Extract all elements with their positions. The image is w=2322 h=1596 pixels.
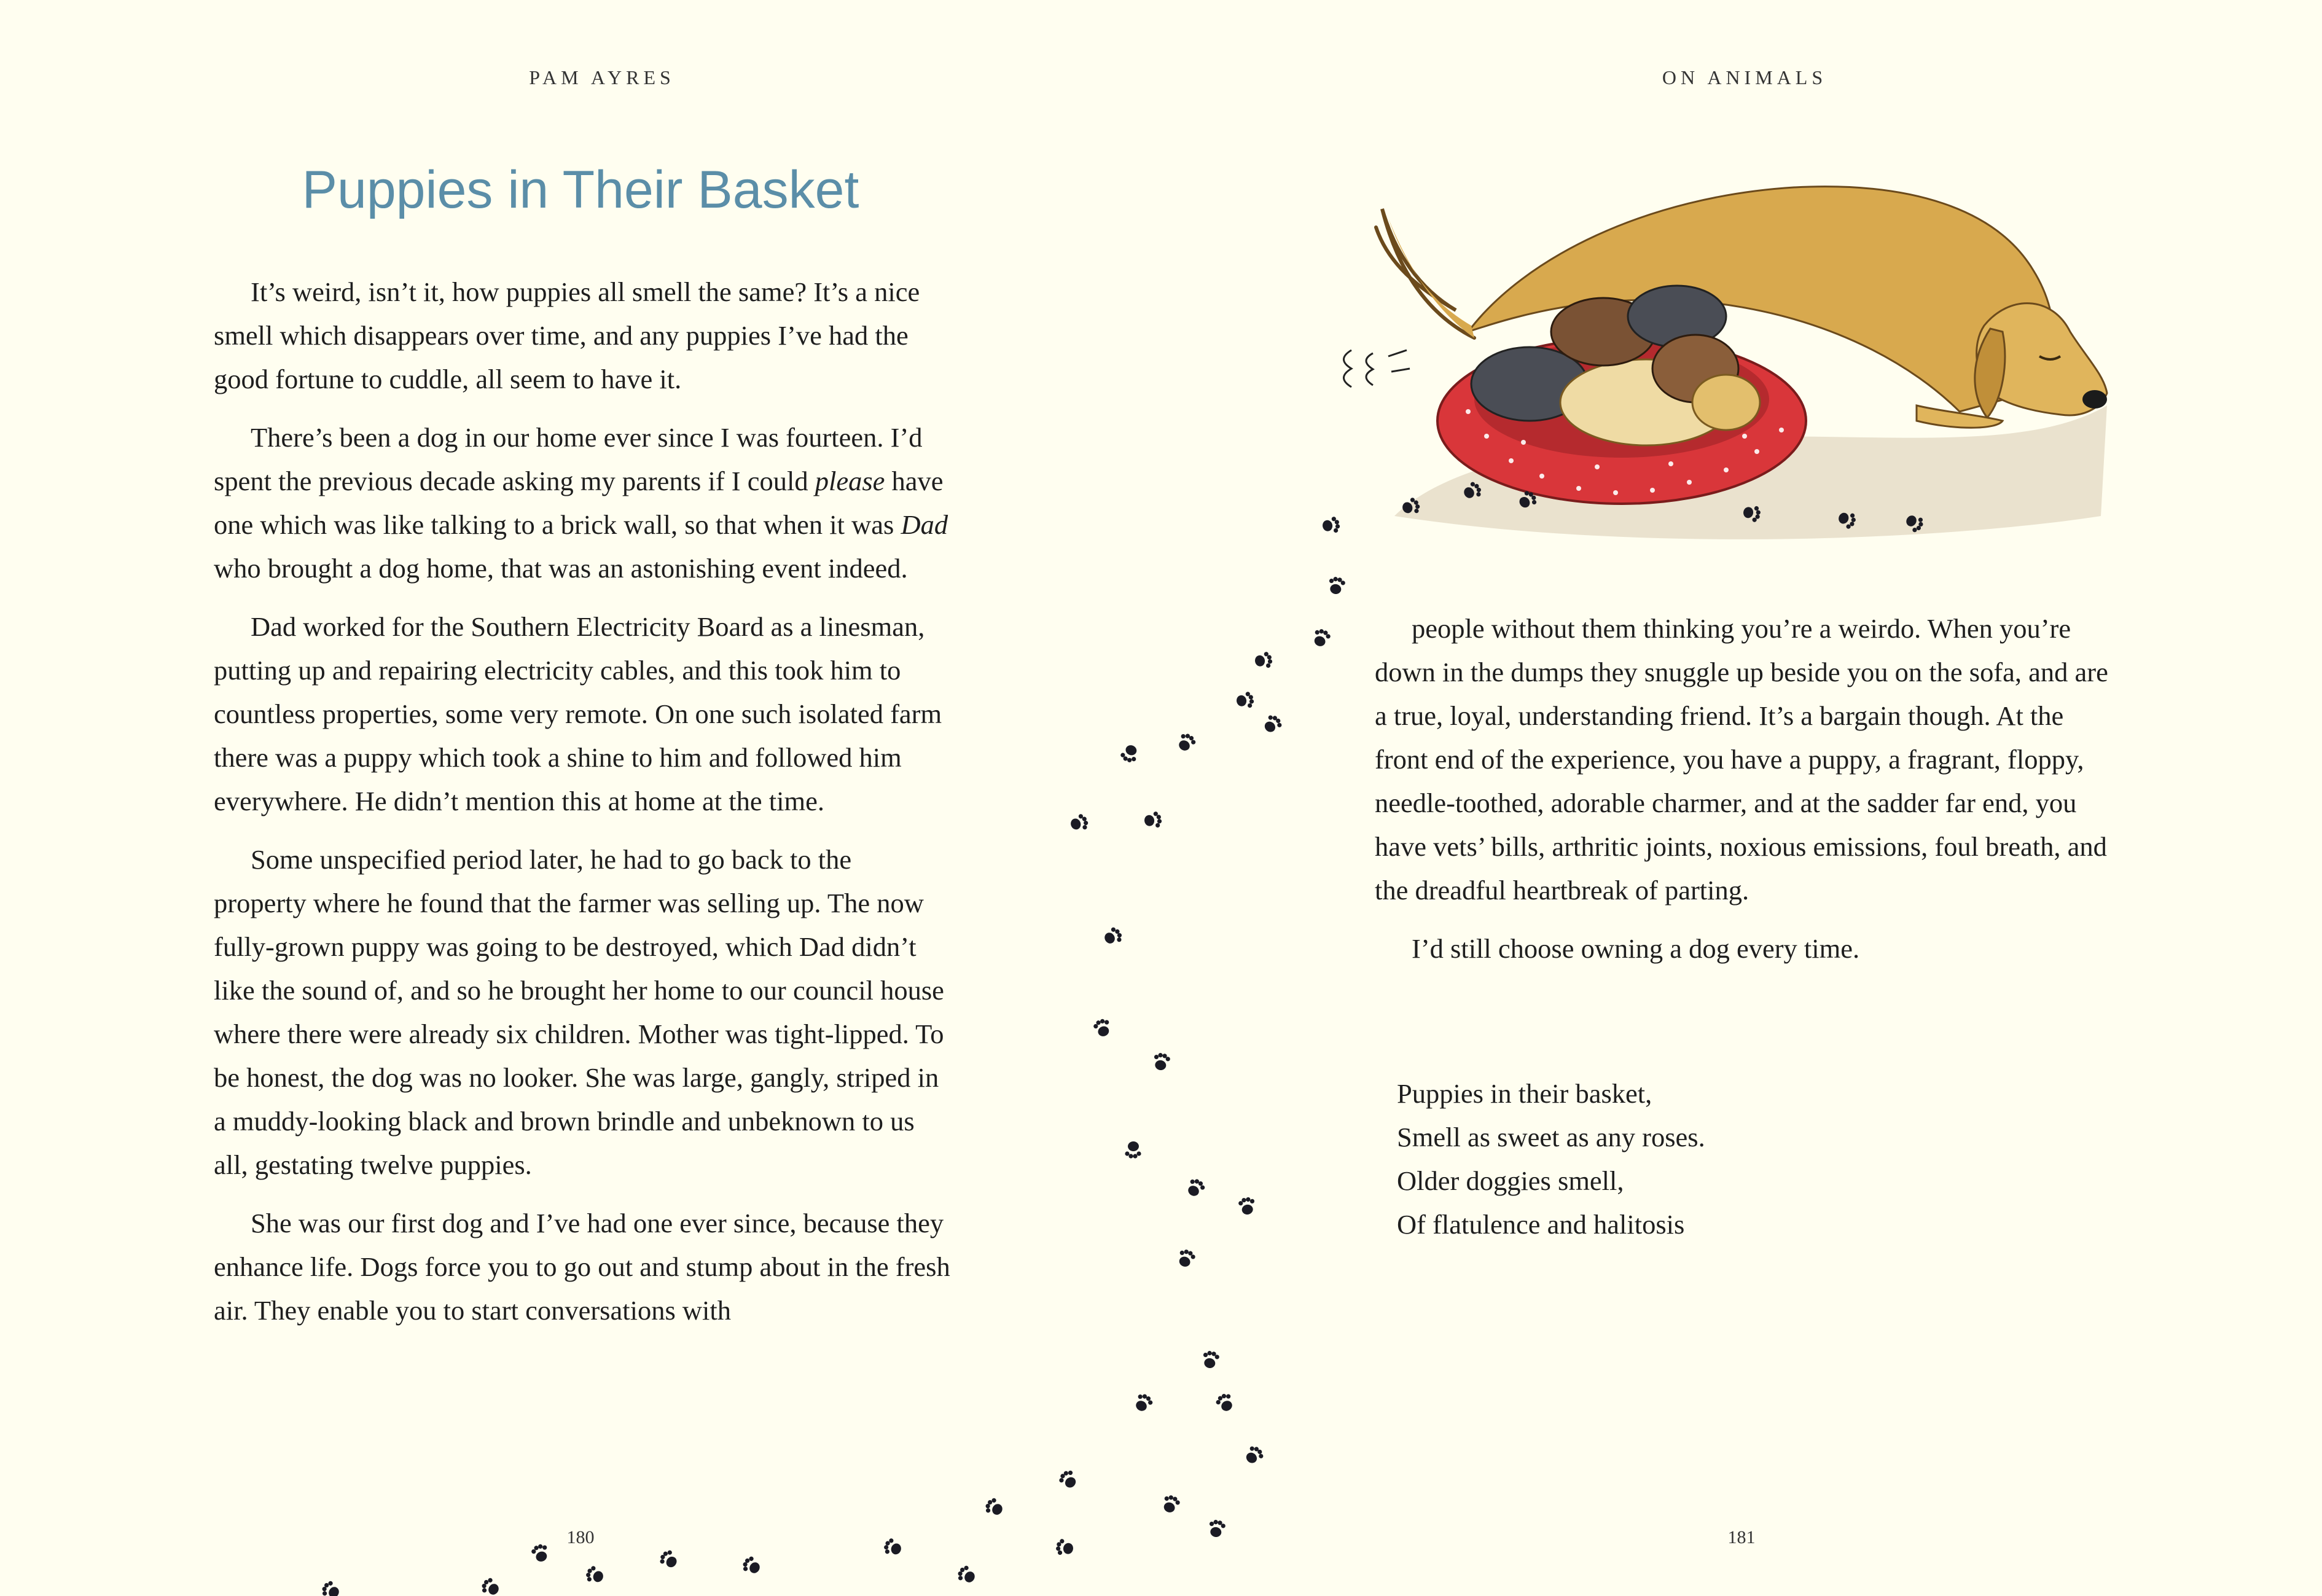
paw-print: [955, 1563, 978, 1586]
snore-marks: [1344, 350, 1410, 387]
paw-print: [1208, 1519, 1227, 1538]
paragraph: She was our first dog and I’ve had one ever since, because they enhance life. Dogs force you to go out and stump about in the fresh air. They enable you to start conversations with: [214, 1208, 950, 1326]
paw-print: [1235, 691, 1255, 710]
paw-print: [657, 1548, 681, 1571]
paw-print: [1238, 1196, 1257, 1216]
paw-print: [1101, 925, 1124, 947]
emphasis: please: [815, 466, 885, 496]
paragraph-part: There’s been a dog in our home ever since I was fourteen. I’d spent the previous decade asking my parents if I could: [214, 422, 923, 496]
poem-line: Smell as sweet as any roses.: [1397, 1122, 1705, 1152]
paw-print: [479, 1576, 502, 1596]
paragraph: people without them thinking you’re a weirdo. When you’re down in the dumps they snuggle up beside you on the sofa, and are a true, loyal, understanding friend. It’s a bargain though. At the front end of the experience, you have a puppy, a fragrant, floppy, needle-toothed, adorable charmer, and at the sadder far end, you have vets’ bills, arthritic joints, noxious emissions, foul breath, and the dreadful heartbreak of parting.: [1375, 613, 2108, 906]
paw-print: [1175, 731, 1197, 754]
paw-print: [1311, 627, 1332, 649]
paw-print: [1055, 1538, 1074, 1557]
paragraph-part: have one which was like talking to a brick wall, so that when it was: [214, 466, 944, 540]
paw-print: [584, 1565, 606, 1586]
paw-print: [1143, 811, 1163, 830]
paw-print: [1327, 576, 1347, 595]
paw-print: [1125, 1141, 1141, 1159]
paw-print: [1254, 651, 1273, 670]
running-head-left: PAM AYRES: [529, 66, 675, 88]
page-number-right: 181: [1727, 1527, 1756, 1547]
poem-line: Of flatulence and halitosis: [1397, 1209, 1685, 1240]
poem: [1397, 1072, 1950, 1246]
paragraph-part: who brought a dog home, that was an astonishing event indeed.: [214, 553, 908, 584]
poem-line: Older doggies smell,: [1397, 1165, 1624, 1196]
paragraph: Some unspecified period later, he had to go back to the property where he found that the farmer was selling up. The now fully-grown puppy was going to be destroyed, which Dad didn’t like the sound of, and so he brought her home to our council house where there were already six children. Mother was tight-lipped. To be honest, the dog was no looker. She was large, gangly, striped in a muddy-looking black and brown brindle and unbeknown to us all, gestating twelve puppies.: [214, 844, 944, 1180]
left-page-text: [214, 270, 951, 1347]
poem-line: Puppies in their basket,: [1397, 1078, 1652, 1109]
paw-print: [740, 1554, 763, 1576]
puppy-golden: [1692, 375, 1760, 430]
chapter-title: Puppies in Their Basket: [302, 160, 859, 219]
right-page-text: [1375, 607, 2112, 985]
paw-print: [1176, 1248, 1197, 1269]
paw-print: [1092, 1017, 1113, 1039]
paw-print: [1132, 1391, 1154, 1414]
dog-nose: [2082, 390, 2107, 409]
paw-print: [1243, 1444, 1266, 1467]
emphasis: Dad: [901, 509, 948, 540]
paw-print: [1152, 1052, 1171, 1071]
dog-and-puppies-illustration: [1327, 172, 2113, 565]
paw-print: [1068, 813, 1090, 834]
running-head-right: ON ANIMALS: [1662, 66, 1828, 88]
paw-print: [1160, 1493, 1181, 1515]
paragraph: It’s weird, isn’t it, how puppies all smell the same? It’s a nice smell which disappears over time, and any puppies I’ve had the good fortune to cuddle, all seem to have it.: [214, 276, 920, 394]
paw-print: [1119, 743, 1140, 764]
paw-print: [1184, 1176, 1206, 1199]
paw-print: [1214, 1391, 1236, 1414]
paragraph: Dad worked for the Southern Electricity Board as a linesman, putting up and repairing electricity cables, and this took him to countless properties, some very remote. On one such isolated farm there was a puppy which took a shine to him and followed him everywhere. He didn’t mention this at home at the time.: [214, 611, 942, 816]
paw-print: [1202, 1350, 1221, 1369]
paw-print: [319, 1579, 342, 1596]
paw-print: [882, 1537, 904, 1558]
paw-print: [983, 1496, 1006, 1518]
paragraph: [214, 416, 951, 590]
paragraph: I’d still choose owning a dog every time.: [1412, 933, 1860, 964]
paw-print: [1261, 713, 1284, 736]
paw-print: [1057, 1468, 1080, 1491]
page-number-left: 180: [566, 1527, 595, 1547]
